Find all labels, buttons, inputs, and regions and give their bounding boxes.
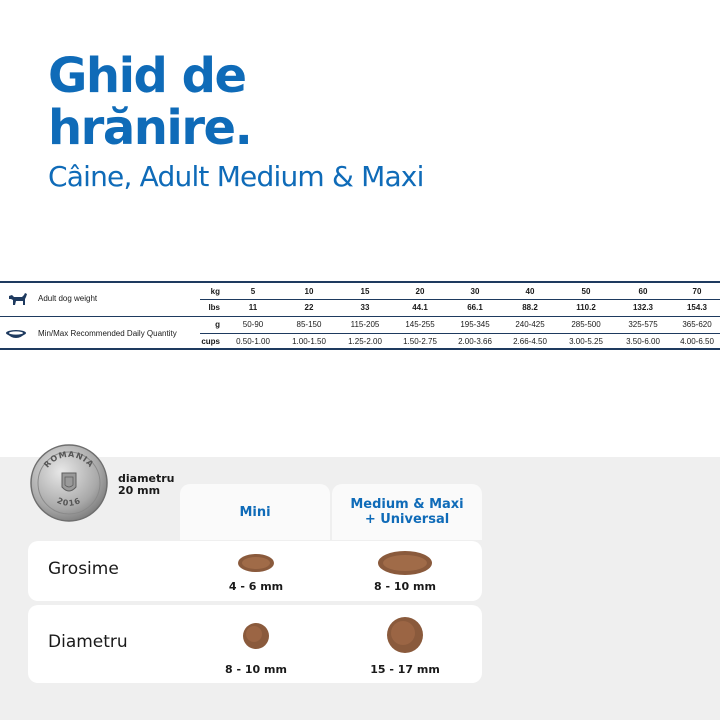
size-medium-thickness: 8 - 10 mm <box>374 580 436 593</box>
coin-rim-text-top: ROMANIA <box>42 449 96 470</box>
section-divider <box>0 316 720 317</box>
feeding-table-row <box>0 316 720 332</box>
table-cell: 2.00-3.66 <box>458 336 492 346</box>
table-cell: 3.00-5.25 <box>569 336 603 346</box>
table-cell: 110.2 <box>576 302 596 312</box>
table-cell: 5 <box>250 286 256 296</box>
coin-icon <box>29 443 109 523</box>
table-cell: 85-150 <box>296 319 322 329</box>
feeding-table-row <box>0 299 720 315</box>
mini-kibble-side-icon <box>237 553 275 573</box>
feeding-table-row <box>0 333 720 349</box>
table-cell: 195-345 <box>460 319 490 329</box>
table-cell: 66.1 <box>467 302 483 312</box>
table-cell: 10 <box>304 286 314 296</box>
table-cell: 40 <box>525 286 535 296</box>
table-cell: 15 <box>360 286 370 296</box>
size-mini-thickness: 4 - 6 mm <box>228 580 284 593</box>
table-cell: 1.25-2.00 <box>348 336 382 346</box>
table-cell: 44.1 <box>412 302 428 312</box>
page-title-line1: Ghid de <box>48 48 246 104</box>
weight-label: Adult dog weight <box>38 294 98 303</box>
table-cell: 154.3 <box>686 302 708 312</box>
unit-label: lbs <box>208 302 220 312</box>
table-cell: 3.50-6.00 <box>626 336 660 346</box>
feeding-table <box>0 281 720 350</box>
table-cell: 285-500 <box>571 319 601 329</box>
table-cell: 50-90 <box>242 319 264 329</box>
row-divider <box>200 299 720 300</box>
table-cell: 33 <box>360 302 370 312</box>
table-cell: 1.50-2.75 <box>403 336 437 346</box>
table-cell: 325-575 <box>628 319 658 329</box>
table-cell: 11 <box>248 302 258 312</box>
title-block <box>48 50 424 194</box>
column-header-medium-maxi: Medium & Maxi + Universal <box>332 484 482 540</box>
quantity-label: Min/Max Recommended Daily Quantity <box>38 329 177 338</box>
kibble-row-diameter <box>28 605 482 683</box>
column-header-mini: Mini <box>180 484 330 540</box>
page-subtitle: Câine, Adult Medium & Maxi <box>48 160 424 193</box>
feeding-table-row <box>0 283 720 299</box>
table-cell: 30 <box>470 286 480 296</box>
table-cell: 50 <box>581 286 591 296</box>
table-cell: 0.50-1.00 <box>236 336 270 346</box>
row-label-thickness: Grosime <box>48 559 119 579</box>
row-divider <box>200 333 720 334</box>
page-title-line2: hrănire. <box>48 100 252 156</box>
size-medium-diameter: 15 - 17 mm <box>370 663 440 676</box>
medium-kibble-side-icon <box>377 550 433 576</box>
table-cell: 115-205 <box>350 319 380 329</box>
kibble-row-thickness <box>28 541 482 601</box>
table-cell: 88.2 <box>522 302 538 312</box>
unit-label: g <box>215 319 220 329</box>
table-cell: 60 <box>638 286 648 296</box>
table-cell: 20 <box>415 286 425 296</box>
medium-kibble-top-icon <box>386 616 424 654</box>
row-label-diameter: Diametru <box>48 632 128 652</box>
size-mini-diameter: 8 - 10 mm <box>225 663 287 676</box>
table-cell: 240-425 <box>515 319 545 329</box>
mini-kibble-top-icon <box>242 622 270 650</box>
coin-diameter-label: diametru 20 mm <box>118 472 175 497</box>
table-cell: 1.00-1.50 <box>292 336 326 346</box>
table-cell: 2.66-4.50 <box>513 336 547 346</box>
unit-label: kg <box>210 286 220 296</box>
kibble-size-section <box>0 449 720 720</box>
coin-rim-text-bottom: 2016 <box>55 495 83 508</box>
table-cell: 145-255 <box>405 319 435 329</box>
table-cell: 4.00-6.50 <box>680 336 714 346</box>
table-cell: 365-620 <box>682 319 712 329</box>
table-cell: 22 <box>304 302 314 312</box>
table-cell: 70 <box>692 286 702 296</box>
table-cell: 132.3 <box>632 302 654 312</box>
unit-label: cups <box>201 336 220 346</box>
